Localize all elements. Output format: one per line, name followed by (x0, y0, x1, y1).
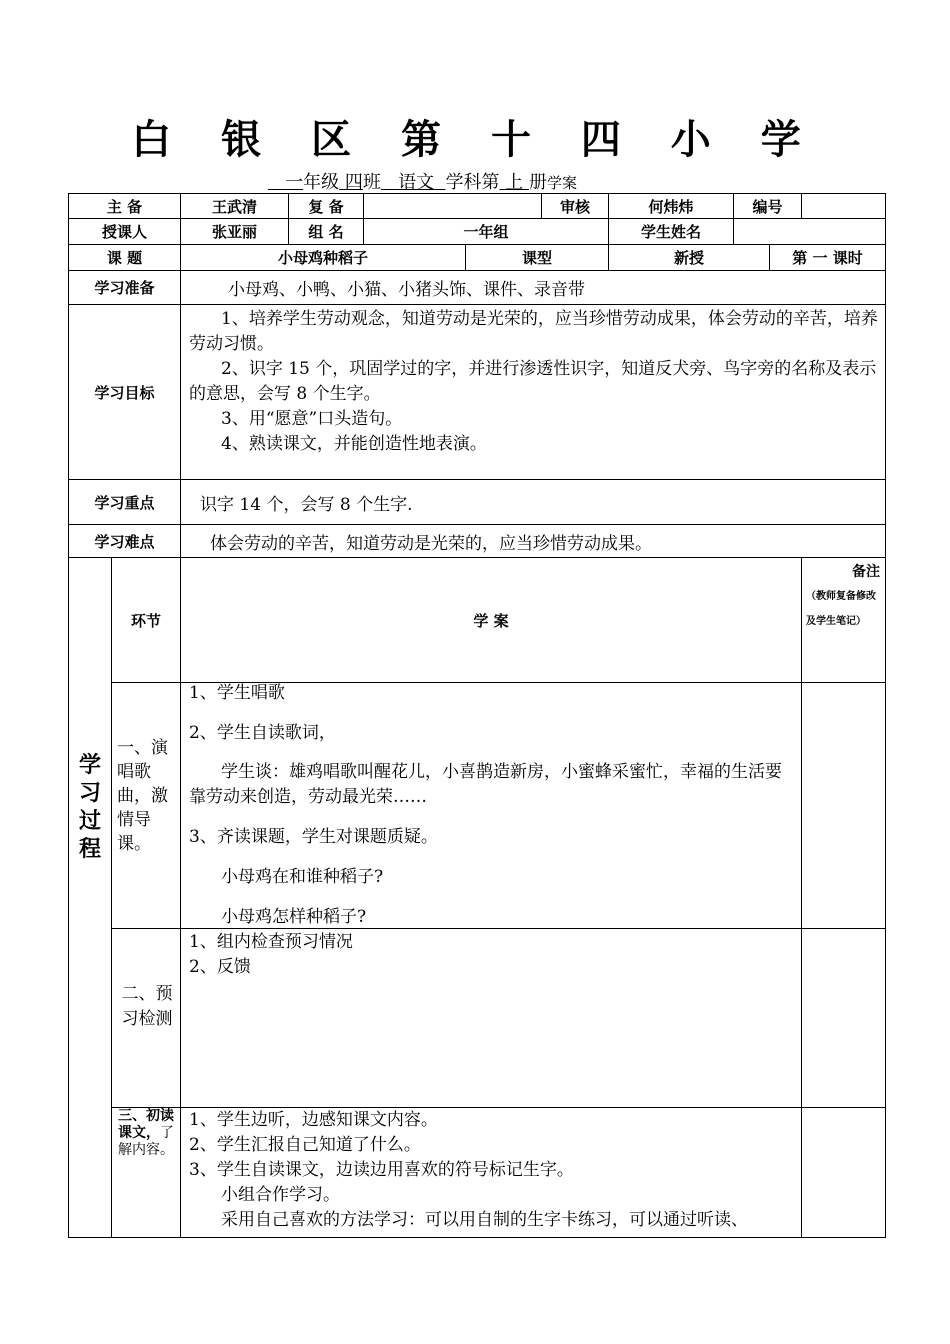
topic-value: 小母鸡种稻子 (277, 249, 368, 267)
objective-item: 1、培养学生劳动观念，知道劳动是光荣的，应当珍惜劳动成果，体会劳动的辛苦，培养劳动习惯。 (189, 309, 878, 354)
stage-line: 3、学生自读课文，边读边用喜欢的符号标记生字。 (189, 1160, 574, 1180)
topic-label: 课 题 (106, 249, 143, 267)
plan-column-header: 学 案 (473, 611, 509, 630)
note-column-header (806, 560, 882, 634)
stage-1-content (189, 681, 797, 930)
note-header-sub: （教师复备修改及学生笔记） (806, 591, 876, 627)
lead-preparer-value: 王武清 (211, 197, 257, 216)
stage-2-content (189, 930, 797, 980)
number-value (802, 194, 885, 218)
difficulties-content: 体会劳动的辛苦，知道劳动是光荣的，应当珍惜劳动成果。 (210, 533, 652, 554)
volume-value: 上 (505, 172, 524, 193)
volume-suffix: 册 (529, 172, 547, 193)
subject-value: 语文 (398, 172, 435, 193)
school-title: 白 银 区 第 十 四 小 学 (131, 116, 819, 163)
stage-line: 2、学生汇报自己知道了什么。 (189, 1135, 421, 1155)
process-label: 学习过程 (78, 753, 101, 862)
lead-preparer-label: 主 备 (106, 197, 143, 216)
stage-line: 2、学生自读歌词， (189, 723, 336, 743)
stage-line: 3、齐读课题，学生对课题质疑。 (189, 827, 438, 847)
document-subtitle (268, 168, 577, 194)
preparation-label: 学习准备 (94, 279, 155, 297)
stage-1-name: 一、演唱歌曲，激情导课。 (117, 738, 168, 854)
group-label: 组 名 (308, 223, 344, 241)
stage-line: 采用自己喜欢的方法学习：可以用自制的生字卡练习，可以通过听读、 (221, 1210, 748, 1230)
grade-value: 一 (285, 172, 304, 193)
key-points-content: 识字 14 个，会写 8 个生字. (200, 494, 413, 515)
stage-line: 1、学生唱歌 (189, 683, 285, 703)
audit-value: 何炜炜 (648, 197, 694, 216)
review-value (364, 194, 541, 218)
stage-3-name-rest: 了解内容。 (118, 1125, 174, 1158)
stage-line: 1、组内检查预习情况 (189, 932, 353, 952)
subject-suffix: 学科第 (445, 172, 500, 193)
teacher-value: 张亚丽 (211, 223, 257, 241)
note-header-main: 备注 (852, 564, 880, 580)
objectives-list (189, 307, 879, 457)
teacher-label: 授课人 (101, 223, 147, 241)
doc-type: 学案 (547, 174, 578, 192)
objective-item: 2、识字 15 个，巩固学过的字，并进行渗透性识字，知道反犬旁、鸟字旁的名称及表示的意思，会写 8 个生字。 (189, 359, 877, 404)
stage-line: 2、反馈 (189, 957, 251, 977)
group-value: 一年组 (463, 223, 509, 241)
audit-label: 审核 (559, 197, 590, 216)
grade-suffix: 年级 (303, 172, 340, 193)
type-label: 课型 (521, 249, 552, 267)
student-name-value (734, 219, 885, 244)
stage-line: 1、学生边听，边感知课文内容。 (189, 1110, 438, 1130)
student-name-label: 学生姓名 (640, 223, 701, 241)
type-value: 新授 (673, 249, 704, 267)
class-value: 四 (344, 172, 363, 193)
stage-column-header: 环节 (130, 611, 161, 630)
stage-line: 小母鸡怎样种稻子? (221, 907, 367, 927)
period-value: 第 一 课时 (792, 249, 863, 267)
stage-3-content (189, 1108, 797, 1233)
number-label: 编号 (752, 197, 783, 216)
stage-line: 小组合作学习。 (221, 1185, 340, 1205)
stage-2-name: 二、预习检测 (121, 984, 173, 1029)
class-suffix: 班 (362, 172, 381, 193)
objective-item: 3、用“愿意”口头造句。 (221, 409, 403, 429)
objectives-label: 学习目标 (94, 383, 155, 402)
stage-3-name-bold: 三、初读课文， (118, 1108, 174, 1141)
stage-line: 学生谈：雄鸡唱歌叫醒花儿，小喜鹊造新房，小蜜蜂采蜜忙，幸福的生活要靠劳动来创造，劳动最光荣…… (189, 762, 782, 807)
key-points-label: 学习重点 (94, 493, 155, 512)
objective-item: 4、熟读课文，并能创造性地表演。 (221, 434, 487, 454)
review-label: 复 备 (308, 197, 344, 216)
stage-line: 小母鸡在和谁种稻子? (221, 867, 384, 887)
stage-3-name (118, 1108, 176, 1159)
preparation-content: 小母鸡、小鸭、小猫、小猪头饰、课件、录音带 (228, 280, 585, 300)
difficulties-label: 学习难点 (94, 532, 155, 551)
